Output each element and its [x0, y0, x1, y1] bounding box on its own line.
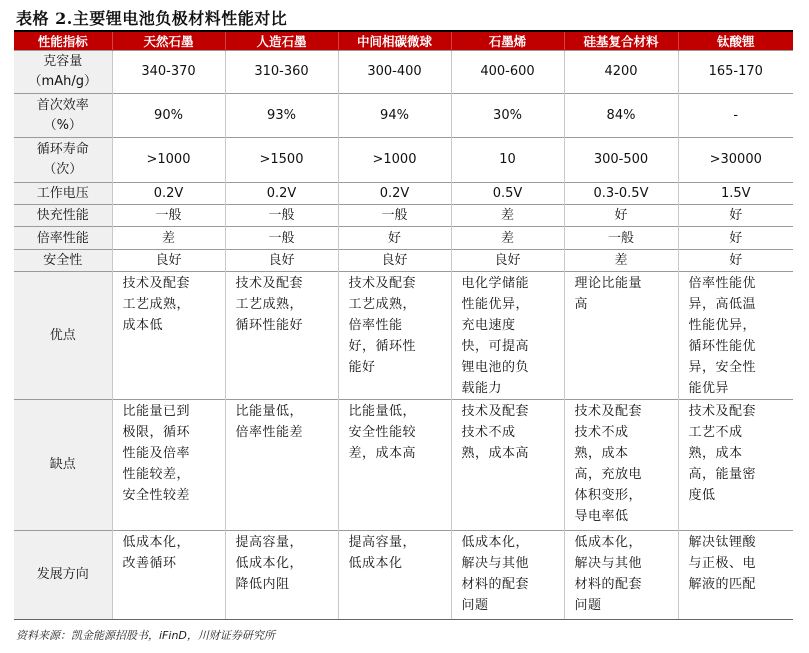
cell-value: 94%	[338, 94, 451, 138]
row-label-development: 发展方向	[14, 531, 112, 620]
cell-value: 一般	[225, 205, 338, 227]
table-row	[14, 531, 793, 620]
cell-text: 倍率性能优 异，高低温 性能优异， 循环性能优 异，安全性 能优异	[678, 272, 793, 400]
header-silicon-composite: 硅基复合材料	[564, 32, 678, 51]
cell-text: 低成本化， 解决与其他 材料的配套 问题	[564, 531, 678, 620]
cell-text: 技术及配套 工艺成熟， 成本低	[112, 272, 225, 400]
table-row	[14, 51, 793, 94]
cell-text: 低成本化， 改善循环	[112, 531, 225, 620]
table-row	[14, 227, 793, 250]
table-row	[14, 94, 793, 138]
cell-value: 0.3-0.5V	[564, 183, 678, 205]
row-label-safety: 安全性	[14, 250, 112, 272]
header-graphene: 石墨烯	[451, 32, 564, 51]
cell-text: 理论比能量 高	[564, 272, 678, 400]
cell-value: 165-170	[678, 51, 793, 94]
row-label-efficiency: 首次效率 （%）	[14, 94, 112, 138]
cell-value: >30000	[678, 138, 793, 183]
cell-value: >1000	[338, 138, 451, 183]
row-label-advantages: 优点	[14, 272, 112, 400]
cell-value: 良好	[338, 250, 451, 272]
cell-value: 一般	[564, 227, 678, 250]
header-mcmb: 中间相碳微球	[338, 32, 451, 51]
cell-text: 技术及配套 工艺成熟， 倍率性能 好，循环性 能好	[338, 272, 451, 400]
cell-text: 技术及配套 工艺不成 熟，成本 高，能量密 度低	[678, 400, 793, 531]
cell-value: 一般	[225, 227, 338, 250]
source-note: 资料来源：凯金能源招股书，iFinD，川财证券研究所	[16, 629, 275, 642]
cell-text: 解决钛锂酸 与正极、电 解液的匹配	[678, 531, 793, 620]
row-label-fast-charge: 快充性能	[14, 205, 112, 227]
table-row	[14, 400, 793, 531]
cell-value: 400-600	[451, 51, 564, 94]
cell-value: 0.2V	[225, 183, 338, 205]
cell-text: 技术及配套 技术不成 熟，成本高	[451, 400, 564, 531]
cell-value: 好	[338, 227, 451, 250]
header-natural-graphite: 天然石墨	[112, 32, 225, 51]
cell-value: 差	[564, 250, 678, 272]
table-row	[14, 183, 793, 205]
cell-value: 30%	[451, 94, 564, 138]
cell-value: -	[678, 94, 793, 138]
cell-value: 一般	[112, 205, 225, 227]
cell-text: 技术及配套 技术不成 熟，成本 高，充放电 体积变形， 导电率低	[564, 400, 678, 531]
cell-text: 低成本化， 解决与其他 材料的配套 问题	[451, 531, 564, 620]
cell-text: 比能量低， 倍率性能差	[225, 400, 338, 531]
cell-value: 良好	[225, 250, 338, 272]
header-artificial-graphite: 人造石墨	[225, 32, 338, 51]
cell-text: 提高容量， 低成本化， 降低内阻	[225, 531, 338, 620]
cell-text: 比能量低， 安全性能较 差，成本高	[338, 400, 451, 531]
cell-value: 一般	[338, 205, 451, 227]
row-label-voltage: 工作电压	[14, 183, 112, 205]
header-lithium-titanate: 钛酸锂	[678, 32, 793, 51]
row-label-rate: 倍率性能	[14, 227, 112, 250]
cell-text: 电化学储能 性能优异， 充电速度 快，可提高 锂电池的负 载能力	[451, 272, 564, 400]
cell-value: 0.2V	[338, 183, 451, 205]
cell-value: 310-360	[225, 51, 338, 94]
table-row	[14, 205, 793, 227]
cell-value: 340-370	[112, 51, 225, 94]
row-label-disadvantages: 缺点	[14, 400, 112, 531]
cell-value: 4200	[564, 51, 678, 94]
cell-value: 90%	[112, 94, 225, 138]
cell-text: 提高容量， 低成本化	[338, 531, 451, 620]
cell-value: 差	[451, 205, 564, 227]
cell-value: >1000	[112, 138, 225, 183]
cell-text: 比能量已到 极限，循环 性能及倍率 性能较差， 安全性较差	[112, 400, 225, 531]
table-row	[14, 138, 793, 183]
cell-value: 好	[564, 205, 678, 227]
table-row	[14, 250, 793, 272]
table-title: 表格 2.主要锂电池负极材料性能对比	[16, 9, 288, 28]
cell-value: 良好	[451, 250, 564, 272]
cell-text: 技术及配套 工艺成熟， 循环性能好	[225, 272, 338, 400]
cell-value: 93%	[225, 94, 338, 138]
header-metric: 性能指标	[14, 32, 112, 51]
cell-value: 300-500	[564, 138, 678, 183]
cell-value: 好	[678, 205, 793, 227]
cell-value: 300-400	[338, 51, 451, 94]
cell-value: 差	[451, 227, 564, 250]
cell-value: 10	[451, 138, 564, 183]
table-row	[14, 272, 793, 400]
header-row	[14, 32, 793, 51]
row-label-cycle-life: 循环寿命 （次）	[14, 138, 112, 183]
cell-value: 好	[678, 227, 793, 250]
cell-value: 良好	[112, 250, 225, 272]
cell-value: 好	[678, 250, 793, 272]
anode-comparison-table	[14, 32, 793, 620]
cell-value: 差	[112, 227, 225, 250]
cell-value: 84%	[564, 94, 678, 138]
cell-value: 1.5V	[678, 183, 793, 205]
cell-value: 0.2V	[112, 183, 225, 205]
cell-value: 0.5V	[451, 183, 564, 205]
cell-value: >1500	[225, 138, 338, 183]
row-label-capacity: 克容量 （mAh/g）	[14, 51, 112, 94]
